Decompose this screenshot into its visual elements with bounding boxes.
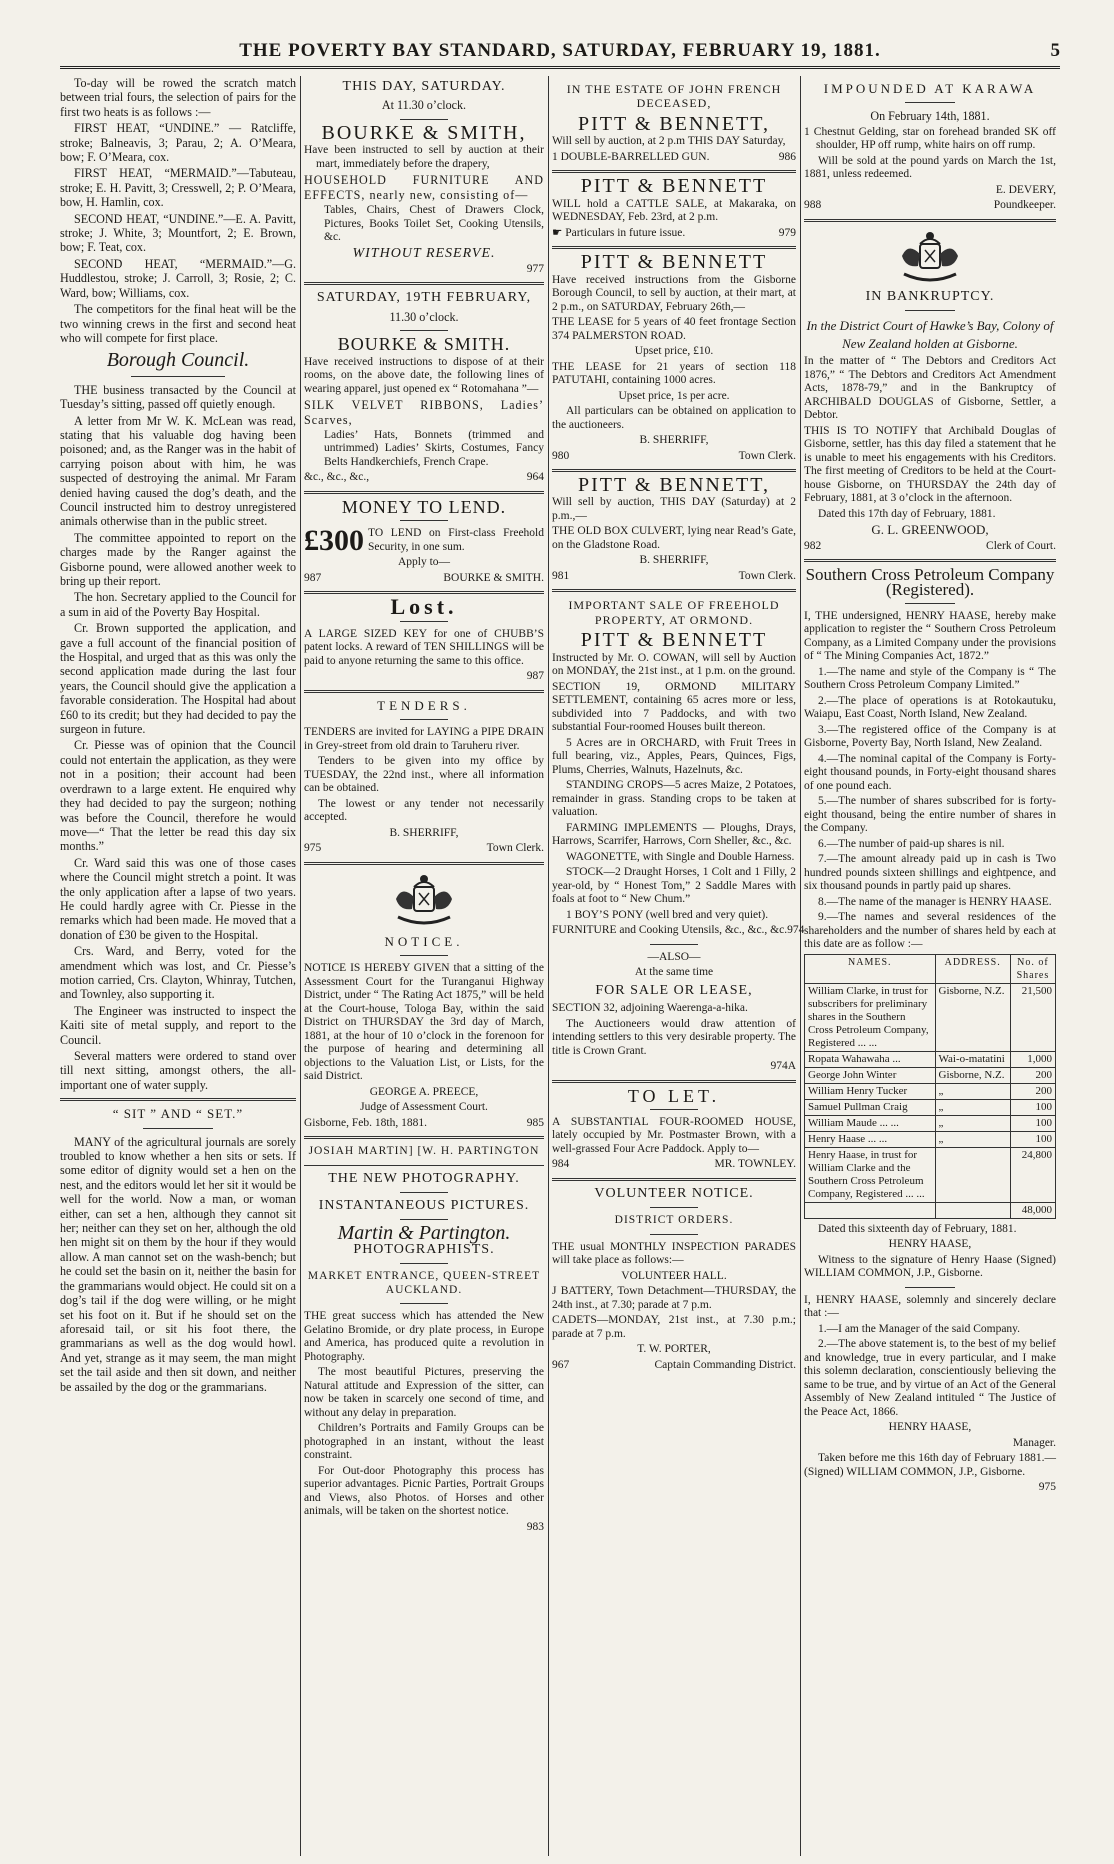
ad-text: WILL hold a CATTLE SALE, at Makaraka, on WEDNESDAY, Feb. 23rd, at 2 p.m. <box>552 197 796 224</box>
auctioneer-name: BOURKE & SMITH, <box>321 121 527 144</box>
rowing-heat: SECOND HEAT, “UNDINE.”—E. A. Pavitt, stroke; J. White, 3; Mountfort, 2; E. Brown, bow; F. Teat, cox. <box>60 211 296 255</box>
ad-number: 980 <box>552 449 570 462</box>
shareholder-address: „ <box>935 1131 1010 1147</box>
shareholder-name <box>805 1202 936 1218</box>
ad-footer <box>552 924 805 938</box>
shareholder-address: Gisborne, N.Z. <box>935 1067 1010 1083</box>
company-clause: 5.—The number of shares subscribed for is forty-eight thousand, being the entire number of shares in the Company. <box>804 795 1056 835</box>
volunteer-notice-heading: VOLUNTEER NOTICE. <box>594 1185 754 1201</box>
declaration-clause: 1.—I am the Manager of the said Company. <box>818 1322 1021 1335</box>
estate-heading: IN THE ESTATE OF JOHN FRENCH DECEASED, <box>566 82 782 111</box>
ad-number: 981 <box>552 569 570 582</box>
ad-number: 975 <box>304 842 322 855</box>
ad-date: Dated this sixteenth day of February, 1881. <box>818 1222 1017 1235</box>
ad-text: Children’s Portraits and Family Groups can be photographed in an instant, without the least constraint. <box>304 1422 544 1462</box>
divider <box>650 1207 699 1208</box>
divider <box>552 170 796 173</box>
loan-amount: £300 <box>304 524 364 558</box>
southern-cross-heading: Southern Cross Petroleum Company (Registered). <box>805 565 1055 599</box>
ad-place-date: Gisborne, Feb. 18th, 1881. <box>304 1116 427 1129</box>
ad-footer <box>304 1117 544 1131</box>
ad-role: Town Clerk. <box>738 569 796 582</box>
ad-signature: HENRY HAASE, <box>888 1238 972 1251</box>
divider <box>905 1287 955 1288</box>
shareholder-address: „ <box>935 1115 1010 1131</box>
table-row <box>805 1067 1056 1083</box>
ad-role: Poundkeeper. <box>993 199 1056 212</box>
divider <box>650 944 699 945</box>
company-clause: 7.—The amount already paid up in cash is Two hundred pounds sixteen shillings and eightpence, and six thousand pounds in partly paid up shares. <box>804 853 1056 893</box>
ad-price: Upset price, £10. <box>634 345 714 358</box>
ad-list: Ladies’ Hats, Bonnets (trimmed and untrimmed) Ladies’ Skirts, Costumes, Fancy Belts Handkerchiefs, French Crape. <box>324 428 544 468</box>
ad-text: A SUBSTANTIAL FOUR-ROOMED HOUSE, lately occupied by Mr. Postmaster Brown, with a well-grassed Four Acre Paddock. Apply to— <box>552 1115 796 1155</box>
shareholder-name: George John Winter <box>805 1067 936 1083</box>
ad-text: HOUSEHOLD FURNITURE AND EFFECTS, nearly new, consisting of— <box>304 173 544 202</box>
bankruptcy-heading: IN BANKRUPTCY. <box>865 288 995 304</box>
divider <box>400 119 448 120</box>
ad-item: 1 DOUBLE-BARRELLED GUN. <box>552 150 710 163</box>
shareholders-table <box>804 954 1056 1219</box>
ad-text: NOTICE IS HEREBY GIVEN that a sitting of the Assessment Court for the Turanganui Highway District, under “ The Rating Act 1875,” will be held at the Court-house, Tologa Bay, within the said District on THURSDAY the 3rd day of March, 1881, at the hour of 10 o’clock in the forenoon for the purpose of hearing and determining all objections to the Valuation List, or Lists, for the said District. <box>304 962 544 1083</box>
pointing-hand-icon: ☛ Particulars in future issue. <box>552 226 686 239</box>
ad-date: Dated this 17th day of February, 1881. <box>818 507 996 520</box>
company-clause: 8.—The name of the manager is HENRY HAASE. <box>818 895 1052 908</box>
ad-role: Clerk of Court. <box>986 539 1056 552</box>
ad-text: A LARGE SIZED KEY for one of CHUBB’S patent locks. A reward of TEN SHILLINGS will be paid to anyone returning the same to this office. <box>304 627 544 667</box>
divider <box>552 1178 796 1181</box>
divider <box>304 282 544 285</box>
share-count: 100 <box>1010 1131 1055 1147</box>
ad-number: 964 <box>526 471 544 484</box>
share-count: 48,000 <box>1010 1202 1055 1218</box>
ad-text: SECTION 32, adjoining Waerenga-a-hika. <box>552 1002 748 1015</box>
share-count: 200 <box>1010 1067 1055 1083</box>
shareholder-name: William Maude ... ... <box>805 1115 936 1131</box>
ad-footer <box>804 199 1056 213</box>
column-1 <box>60 76 296 1856</box>
ad-number: 974A <box>770 1060 796 1073</box>
divider <box>400 719 448 720</box>
shareholder-name: Samuel Pullman Craig <box>805 1099 936 1115</box>
ad-footer <box>552 151 796 165</box>
column-rule <box>300 76 301 1856</box>
ad-list: Tables, Chairs, Chest of Drawers Clock, Pictures, Books Toilet Set, Cooking Utensils, &c. <box>324 204 544 244</box>
article-paragraph: The hon. Secretary applied to the Council for a sum in aid of the Poverty Bay Hospital. <box>60 590 296 619</box>
ad-etc: &c., &c., &c., <box>304 471 370 484</box>
article-paragraph: The Engineer was instructed to inspect the Kaiti site of metal supply, and report to the Council. <box>60 1003 296 1047</box>
ad-number: 987 <box>304 571 322 584</box>
divider <box>552 246 796 249</box>
tenders-heading: TENDERS. <box>377 697 471 713</box>
ad-text: I, THE undersigned, HENRY HAASE, hereby make application to register the “ Southern Cross Petroleum Company, as a Limited Company under the provisions of “ The Mining Companies Act, 1872.” <box>804 609 1056 663</box>
ad-text: Will sell by auction, THIS DAY (Saturday) at 2 p.m.,— <box>552 496 796 522</box>
ad-date: THIS DAY, SATURDAY. <box>342 79 506 94</box>
divider <box>304 690 544 693</box>
declaration-clause: 2.—The above statement is, to the best of my belief and knowledge, true in every particular, and I make this solemn declaration, conscientiously believing the same to be true, and by virtue of an Act of the General Assembly of New Zealand intituled “ The Justice of the Peace Act, 1866. <box>804 1338 1056 1418</box>
witness-text: Witness to the signature of Henry Haase (Signed) WILLIAM COMMON, J.P., Gisborne. <box>804 1253 1056 1280</box>
divider <box>304 1136 544 1139</box>
ad-text: For Out-door Photography this process has superior advantages. Picnic Parties, Portrait Groups and Views, also Photos. of Horses and other animals, will be taken on the shortest notice. <box>304 1464 544 1518</box>
divider <box>304 862 544 865</box>
court-name: In the District Court of Hawke’s Bay, Colony of New Zealand holden at Gisborne. <box>806 318 1054 352</box>
table-row <box>805 983 1056 1051</box>
column-rule <box>800 76 801 1856</box>
ad-text: 1 Chestnut Gelding, star on forehead branded SK off shoulder, HP off rump, white hairs on off rump. <box>804 125 1056 152</box>
column-2 <box>304 76 544 1856</box>
ad-text: THE OLD BOX CULVERT, lying near Read’s Gate, on the Gladstone Road. <box>552 525 796 551</box>
article-paragraph: Cr. Brown supported the application, and gave a full account of the financial position of the Hospital, and urged that as this was only the second application made during the last four years, the Council should give the application a favorable consideration. The Hospital had about £60 to its credit; but they had decided to pay the surgeon in future. <box>60 621 296 737</box>
shareholder-name: Henry Haase ... ... <box>805 1131 936 1147</box>
ad-role: Manager. <box>1012 1436 1056 1449</box>
shareholder-address: Wai-o-matatini <box>935 1051 1010 1067</box>
divider <box>304 1165 544 1166</box>
ad-text: Have received instructions from the Gisborne Borough Council, to sell by auction, at their mart, at 2 p.m., on SATURDAY, February 26th,— <box>552 273 796 313</box>
rowing-heat: FIRST HEAT, “UNDINE.” — Ratcliffe, stroke; Balneavis, 3; Parau, 2; A. O’Meara, bow; F. O’Meara, cox. <box>60 121 296 165</box>
column-rule <box>548 76 549 1856</box>
new-photography-heading: THE NEW PHOTOGRAPHY. <box>328 1170 520 1186</box>
table-row <box>805 1051 1056 1067</box>
divider <box>804 219 1056 222</box>
ad-text: THE usual MONTHLY INSPECTION PARADES will take place as follows:— <box>552 1240 796 1267</box>
shareholder-name: William Henry Tucker <box>805 1083 936 1099</box>
divider <box>400 1303 448 1304</box>
rowing-heat: FIRST HEAT, “MERMAID.”—Tabuteau, stroke; E. H. Pavitt, 3; Cresswell, 2; P. O’Meara, bow, H. Hamlin, cox. <box>60 166 296 210</box>
auctioneer-name: PITT & BENNETT, <box>577 474 771 497</box>
table-row <box>805 1099 1056 1115</box>
ad-text: 5 Acres are in ORCHARD, with Fruit Trees in full bearing, viz., Apples, Pears, Quinces, Figs, Plums, Cherries, Walnuts, Hazelnuts, &c. <box>552 736 796 776</box>
divider <box>400 1192 448 1193</box>
article-paragraph: Cr. Piesse was of opinion that the Council could not entertain the application, as they were not in a position; their account had been overdrawn to a large extent. He enquired why they had decided to pay the surgeon; nothing was before the Council, therefore he would move—“ That the letter be read this day six months.” <box>60 738 296 854</box>
shareholder-address <box>935 1147 1010 1202</box>
article-paragraph: THE business transacted by the Council at Tuesday’s sitting, passed off quietly enough. <box>60 382 296 412</box>
ad-role: Town Clerk. <box>738 449 796 462</box>
share-count: 100 <box>1010 1099 1055 1115</box>
ad-text: Instructed by Mr. O. COWAN, will sell by Auction on MONDAY, the 21st inst., at 1 p.m. on the ground. <box>552 651 796 678</box>
divider <box>143 1128 214 1129</box>
ad-text: Have been instructed to sell by auction at their mart, immediately before the drapery, <box>304 144 544 170</box>
ad-footer <box>304 842 544 856</box>
article-paragraph: Crs. Ward, and Berry, voted for the amendment which was lost, and Cr. Piesse’s motion carried, Crs. Clayton, Whinray, Tutchen, and Townley, also supporting it. <box>60 944 296 1002</box>
column-4 <box>804 76 1056 1856</box>
divider <box>304 491 544 494</box>
ad-footer <box>552 1158 796 1172</box>
ad-price: Upset price, 1s per acre. <box>618 389 730 402</box>
ad-number: 982 <box>804 539 822 552</box>
ad-text: FURNITURE and Cooking Utensils, &c., &c., &c. <box>552 924 788 937</box>
ad-text: In the matter of “ The Debtors and Creditors Act 1876,” “ The Debtors and Creditors Act Amendment Acts, 1878-79,” and in the Bankruptcy of ARCHIBALD DOUGLAS of Gisborne, Settler, a Debtor. <box>804 355 1056 422</box>
divider <box>905 102 955 103</box>
divider <box>131 376 225 377</box>
ad-text: The lowest or any tender not necessarily accepted. <box>304 797 544 824</box>
photographists-heading: PHOTOGRAPHISTS. <box>353 1241 495 1257</box>
ad-signature: G. L. GREENWOOD, <box>871 522 989 538</box>
divider <box>552 469 796 472</box>
ad-date: SATURDAY, 19TH FEBRUARY, <box>316 290 532 306</box>
ad-number: 983 <box>526 1520 544 1533</box>
ad-number: 984 <box>552 1158 570 1171</box>
ad-role: Captain Commanding District. <box>654 1358 796 1371</box>
share-count: 200 <box>1010 1083 1055 1099</box>
share-count: 100 <box>1010 1115 1055 1131</box>
auctioneer-name: PITT & BENNETT <box>580 175 768 198</box>
company-clause: 4.—The nominal capital of the Company is Forty-eight thousand pounds, in Forty-eight thousand shares of one pound each. <box>804 752 1056 792</box>
ad-time: At 11.30 o’clock. <box>381 98 467 113</box>
photographer-address: MARKET ENTRANCE, QUEEN-STREET AUCKLAND. <box>307 1270 541 1296</box>
ad-text: THIS IS TO NOTIFY that Archibald Douglas of Gisborne, settler, has this day filed a statement that he is unable to meet his engagements with his Creditors. The first meeting of Creditors to be held at the Court-house Gisborne, on THURSDAY the 24th day of February, 1881, at 3 o’clock in the afternoon. <box>804 424 1056 505</box>
ad-text: The Auctioneers would draw attention of intending settlers to this very desirable property. The title is Crown Grant. <box>552 1017 796 1057</box>
table-body <box>805 983 1056 1218</box>
ad-signature: E. DEVERY, <box>995 183 1056 196</box>
ad-text: At the same time <box>634 966 714 979</box>
ad-text: THE great success which has attended the New Gelatino Bromide, or dry plate process, in Europe and America, has produced quite a revolution in Photography. <box>304 1310 544 1363</box>
photographers-names: JOSIAH MARTIN] [W. H. PARTINGTON <box>308 1145 540 1158</box>
shareholder-address: „ <box>935 1083 1010 1099</box>
ad-footer <box>552 570 796 584</box>
ad-number: 986 <box>778 150 796 163</box>
lost-heading: Lost. <box>390 594 458 620</box>
divider <box>60 1098 296 1101</box>
table-header-row <box>805 954 1056 983</box>
ad-signature: B. SHERRIFF, <box>639 554 709 567</box>
divider <box>400 955 448 956</box>
ad-signature: GEORGE A. PREECE, <box>369 1085 479 1098</box>
shareholder-name: William Clarke, in trust for subscribers for preliminary shares in the Southern Cross Petroleum Company, Registered ... ... <box>805 983 936 1051</box>
ad-text: Will sell by auction, at 2 p.m THIS DAY Saturday, <box>552 135 786 148</box>
ad-text: TO LEND on First-class Freehold Security, in one sum. <box>368 527 544 553</box>
share-count: 1,000 <box>1010 1051 1055 1067</box>
table-row <box>805 1202 1056 1218</box>
ad-signature: MR. TOWNLEY. <box>714 1158 796 1171</box>
share-count: 21,500 <box>1010 983 1055 1051</box>
ad-text: THE LEASE for 21 years of section 118 PATUTAHI, containing 1000 acres. <box>552 360 796 387</box>
ad-text: CADETS—MONDAY, 21st inst., at 7.30 p.m.; parade at 7 p.m. <box>552 1314 796 1340</box>
table-row <box>805 1115 1056 1131</box>
ad-role: Judge of Assessment Court. <box>360 1101 488 1114</box>
money-to-lend-heading: MONEY TO LEND. <box>341 496 507 517</box>
ad-text: Taken before me this 16th day of February 1881.—(Signed) WILLIAM COMMON, J.P., Gisborne. <box>804 1452 1056 1478</box>
shareholder-name: Henry Haase, in trust for William Clarke and the Southern Cross Petroleum Company, Registered ... ... <box>805 1147 936 1202</box>
article-paragraph: The committee appointed to report on the charges made by the Ranger against the Gisborne pound, were allowed another week to bring up their report. <box>60 530 296 588</box>
auctioneer-name: PITT & BENNETT, <box>577 112 771 135</box>
divider <box>552 1080 796 1083</box>
ad-number: 988 <box>804 199 822 212</box>
company-clause: 9.—The names and several residences of the shareholders and the number of shares held by each at this date are as follow :— <box>804 911 1056 951</box>
ad-number: 967 <box>552 1358 570 1371</box>
to-let-heading: TO LET. <box>627 1085 721 1106</box>
auctioneer-name: BOURKE & SMITH. <box>337 334 511 355</box>
table-row <box>805 1083 1056 1099</box>
divider <box>905 310 955 311</box>
ad-text: TENDERS are invited for LAYING a PIPE DRAIN in Grey-street from old drain to Taruheru river. <box>304 726 544 752</box>
sale-or-lease-heading: FOR SALE OR LEASE, <box>595 982 753 998</box>
ad-text: I, HENRY HAASE, solemnly and sincerely declare that :— <box>804 1293 1056 1320</box>
photographer-firm: Martin & Partington. <box>337 1222 511 1245</box>
company-clause: 6.—The number of paid-up shares is nil. <box>818 837 1005 850</box>
company-clause: 2.—The place of operations is at Rotokautuku, Waiapu, East Coast, North Island, New Zealand. <box>804 694 1056 721</box>
divider <box>650 1109 699 1110</box>
article-paragraph: A letter from Mr W. K. McLean was read, stating that his valuable dog having been poisoned; and, as the Ranger was in the habit of carrying poison about with him, he was suspected of destroying the animal. Mr Faram denied having caused the dog’s death, and the Council instructed him to destroy unregistered animals otherwise than in the public street. <box>60 413 296 529</box>
column-header: ADDRESS. <box>935 954 1010 983</box>
ad-text: THE LEASE for 5 years of 40 feet frontage Section 374 PALMERSTON ROAD. <box>552 316 796 342</box>
ad-text: STOCK—2 Draught Horses, 1 Colt and 1 Filly, 2 year-old, by “ Honest Tom,” 2 Saddle Mares with foals at foot to “ New Chum.” <box>552 866 796 906</box>
borough-council-heading: Borough Council. <box>106 349 250 372</box>
ad-signature: T. W. PORTER, <box>637 1343 711 1356</box>
ad-text: Particulars in future issue. <box>565 226 686 239</box>
ad-text: —ALSO— <box>647 950 701 963</box>
ormond-sale-heading: IMPORTANT SALE OF FREEHOLD PROPERTY, AT ORMOND. <box>568 598 780 627</box>
divider <box>400 1219 448 1220</box>
ad-number: 979 <box>778 226 796 239</box>
auctioneer-name: PITT & BENNETT <box>580 629 768 652</box>
ad-signature: HENRY HAASE, <box>888 1421 972 1434</box>
ad-text: STANDING CROPS—5 acres Maize, 2 Potatoes, remainder in grass. Standing crops to be taken at valuation. <box>552 779 796 819</box>
royal-coat-of-arms-icon <box>384 871 464 929</box>
company-clause: 1.—The name and style of the Company is “ The Southern Cross Petroleum Company Limited.” <box>804 665 1056 692</box>
shareholder-address: „ <box>935 1099 1010 1115</box>
divider <box>804 559 1056 562</box>
table-row <box>805 1147 1056 1202</box>
impound-date: On February 14th, 1881. <box>870 109 990 124</box>
ad-signature: BOURKE & SMITH. <box>443 571 544 584</box>
share-count: 24,800 <box>1010 1147 1055 1202</box>
ad-signature: B. SHERRIFF, <box>389 826 459 839</box>
article-paragraph: MANY of the agricultural journals are sorely troubled to know whether a hen sits or sets. If some editor of dignity would set a hen on the nest, and the editors would let her sit it would be well for the world. Now a man, or woman either, can set a hen, although they cannot sit her; neither can they set on her, although the old hen might sit on them by the hour if they would allow. A man cannot set on the wash-bench; but he could set the basin on it, neither the basin for the grammarians would object. He could sit on a dog’s tail if the dog were willing, or he might set his foot on it. But if he should set on the aforesaid tail, or sit his foot there, the grammarians as well as the dog would howl. And yet, strange as it may seem, the man might set the tail aside and then sit down, and neither be assailed by the dog or the grammarians. <box>60 1134 296 1394</box>
divider <box>650 1234 699 1235</box>
column-header: No. of Shares <box>1010 954 1055 983</box>
divider <box>400 520 448 521</box>
ad-number: 987 <box>526 670 544 683</box>
ad-text: Apply to— <box>397 556 451 569</box>
ad-footer <box>552 450 796 464</box>
shareholder-address <box>935 1202 1010 1218</box>
ad-role: Town Clerk. <box>486 842 544 855</box>
ad-text: Tenders to be given into my office by TUESDAY, the 22nd inst., where all information can be obtained. <box>304 755 544 795</box>
sit-and-set-heading: “ SIT ” AND “ SET.” <box>112 1106 244 1122</box>
ad-number: 975 <box>1038 1481 1056 1494</box>
ad-footer <box>552 1359 796 1373</box>
ad-text: J BATTERY, Town Detachment—THURSDAY, the 24th inst., at 7.30; parade at 7 p.m. <box>552 1285 796 1311</box>
article-paragraph: Several matters were ordered to stand over till next sitting, amongst others, the all-important one of water supply. <box>60 1049 296 1092</box>
ad-text: 1 BOY’S PONY (well bred and very quiet). <box>566 908 769 921</box>
ad-signature: B. SHERRIFF, <box>639 434 709 447</box>
impounded-heading: IMPOUNDED AT KARAWA <box>823 81 1037 96</box>
divider <box>400 330 448 331</box>
ad-text: SILK VELVET RIBBONS, Ladies’ Scarves, <box>304 398 544 427</box>
instantaneous-heading: INSTANTANEOUS PICTURES. <box>318 1198 530 1213</box>
table-row <box>805 1131 1056 1147</box>
ad-reserve: WITHOUT RESERVE. <box>352 245 496 261</box>
column-3 <box>552 76 805 1856</box>
notice-heading: NOTICE. <box>384 933 464 949</box>
divider <box>905 603 955 604</box>
ad-text: SECTION 19, ORMOND MILITARY SETTLEMENT, containing 65 acres more or less, subdivided into 7 Paddocks, and with two substantial Four-roomed Houses built thereon. <box>552 680 796 734</box>
rowing-intro: To-day will be rowed the scratch match between trial fours, the selection of pairs for the first two heats is as follows :— <box>60 76 296 119</box>
divider <box>400 621 448 622</box>
ad-text: Have received instructions to dispose of at their rooms, on the above date, the following lines of wearing apparel, just opened ex “ Rotomahana ”— <box>304 355 544 395</box>
divider <box>400 1263 448 1264</box>
ad-time: 11.30 o’clock. <box>389 309 459 324</box>
royal-coat-of-arms-icon <box>890 228 970 286</box>
ad-text: WAGONETTE, with Single and Double Harness. <box>566 850 795 863</box>
ad-text: All particulars can be obtained on application to the auctioneers. <box>552 405 796 431</box>
rowing-heat: SECOND HEAT, “MERMAID.”—G. Huddlestou, stroke; J. Carroll, 3; Rosie, 2; C. Ward, bow; Williams, cox. <box>60 256 296 300</box>
ad-footer <box>304 471 544 485</box>
auctioneer-name: PITT & BENNETT <box>580 251 768 274</box>
ad-footer <box>804 540 1056 554</box>
ad-number: 974 <box>787 924 805 937</box>
page-number: 5 <box>1050 40 1060 61</box>
column-header: NAMES. <box>805 954 936 983</box>
page-title: THE POVERTY BAY STANDARD, SATURDAY, FEBRUARY 19, 1881. <box>239 40 881 61</box>
volunteer-hall: VOLUNTEER HALL. <box>621 1269 727 1282</box>
district-orders: DISTRICT ORDERS. <box>614 1214 734 1227</box>
ad-text: FARMING IMPLEMENTS — Ploughs, Drays, Harrows, Scarrifer, Harrows, Corn Sheller, &c., &c. <box>552 821 796 848</box>
ad-text: The most beautiful Pictures, preserving the Natural attitude and Expression of the sitter, can now be taken in scarcely one second of time, and without any delay in preparation. <box>304 1366 544 1419</box>
ad-text: Will be sold at the pound yards on March the 1st, 1881, unless redeemed. <box>804 154 1056 181</box>
rowing-final: The competitors for the final heat will be the two winning crews in the first and second heat who will compete for first place. <box>60 302 296 345</box>
divider <box>552 589 796 592</box>
company-clause: 3.—The registered office of the Company is at Gisborne, Poverty Bay, North Island, New Zealand. <box>804 723 1056 750</box>
ad-number: 977 <box>526 262 544 275</box>
shareholder-name: Ropata Wahawaha ... <box>805 1051 936 1067</box>
ad-footer <box>304 572 544 586</box>
ad-number: 985 <box>526 1116 544 1129</box>
article-paragraph: Cr. Ward said this was one of those cases where the Council might stretch a point. It was the only application after a lapse of two years. He could hardly agree with Cr. Piesse in the remarks which had been made. He moved that a donation of £30 be given to the Hospital. <box>60 855 296 942</box>
shareholder-address: Gisborne, N.Z. <box>935 983 1010 1051</box>
masthead-rule <box>60 66 1060 69</box>
ad-footer <box>552 227 796 241</box>
